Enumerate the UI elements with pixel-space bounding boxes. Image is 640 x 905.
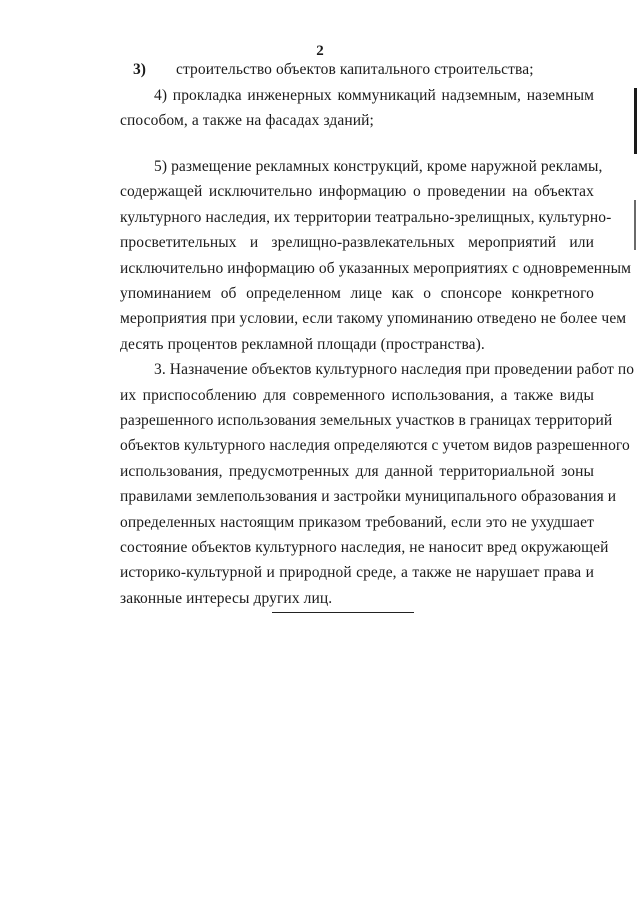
item-5-line-8: десять процентов рекламной площади (пространства).: [120, 336, 485, 353]
list-item-number: 3): [133, 61, 146, 78]
section-3-line-5: использования, предусмотренных для данной территориальной зоны: [120, 463, 594, 480]
section-3-line-3: разрешенного использования земельных участков в границах территорий: [120, 412, 613, 429]
section-3-line-7: определенных настоящим приказом требований, если это не ухудшает: [120, 514, 594, 531]
section-3-line-6: правилами землепользования и застройки муниципального образования и: [120, 488, 617, 505]
item-4-line-1: 4) прокладка инженерных коммуникаций надземным, наземным: [154, 87, 594, 104]
section-3-line-2: их приспособлению для современного использования, а также виды: [120, 387, 594, 404]
item-5-line-5: исключительно информацию об указанных мероприятиях с одновременным: [120, 260, 632, 277]
list-item-3-text: строительство объектов капитального строительства;: [176, 61, 534, 78]
scan-edge-mark-faint: [634, 200, 636, 250]
item-5-line-3: культурного наследия, их территории театрально-зрелищных, культурно-: [120, 209, 612, 226]
section-3-line-8: состояние объектов культурного наследия, не наносит вред окружающей: [120, 539, 609, 556]
section-3-line-9: историко-культурной и природной среде, а также не нарушает права и: [120, 564, 594, 581]
item-5-line-4: просветительных и зрелищно-развлекательных мероприятий или: [120, 234, 594, 251]
section-3-line-1: 3. Назначение объектов культурного наследия при проведении работ по: [154, 361, 635, 378]
section-3-line-4: объектов культурного наследия определяются с учетом видов разрешенного: [120, 437, 630, 454]
item-5-line-2: содержащей исключительно информацию о проведении на объектах: [120, 183, 594, 200]
item-5-line-7: мероприятия при условии, если такому упоминанию отведено не более чем: [120, 310, 627, 327]
section-3-line-10: законные интересы других лиц.: [120, 590, 333, 607]
page-number: 2: [316, 43, 324, 59]
end-separator-line: [272, 612, 414, 613]
item-5-line-6: упоминанием об определенном лице как о спонсоре конкретного: [120, 285, 594, 302]
scan-edge-mark: [634, 88, 637, 154]
item-4-line-2: способом, а также на фасадах зданий;: [120, 112, 374, 129]
item-5-line-1: 5) размещение рекламных конструкций, кроме наружной рекламы,: [154, 158, 603, 175]
